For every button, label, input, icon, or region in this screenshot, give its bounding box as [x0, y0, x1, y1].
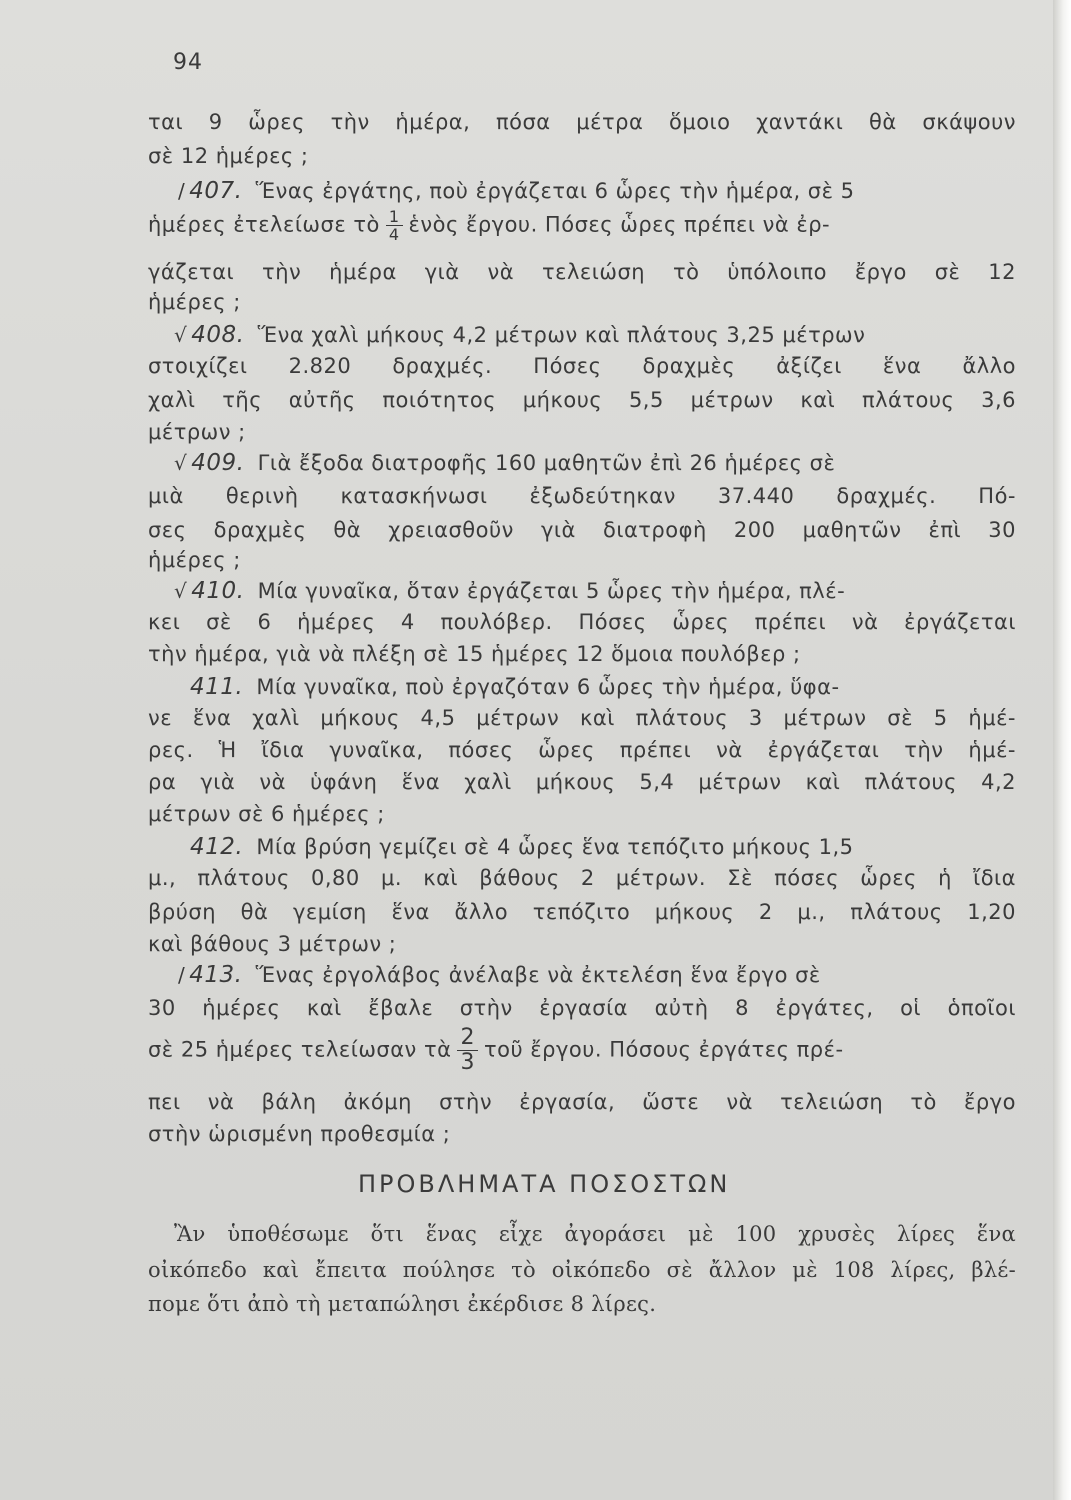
problem-411-line-1: [190, 674, 1016, 700]
problem-412-line-1: [190, 834, 1016, 860]
fraction-two-thirds: [457, 1026, 478, 1075]
problem-409-line-2: μιὰ θερινὴ κατασκήνωσι ἐξωδεύτηκαν 37.440 δραχμές. Πό-: [148, 484, 1016, 508]
problem-number: 413.: [189, 962, 243, 988]
problem-407-line-3: γάζεται τὴν ἡμέρα γιὰ νὰ τελειώση τὸ ὑπόλοιπο ἔργο σὲ 12: [148, 260, 1016, 284]
intro-line-3: πομε ὅτι ἀπὸ τὴ μεταπώλησι ἐκέρδισε 8 λίρες.: [148, 1292, 657, 1316]
fraction-denominator: 3: [460, 1050, 475, 1075]
problem-number: 412.: [190, 834, 244, 860]
problem-text: Ἕνα χαλὶ μήκους 4,2 μέτρων καὶ πλάτους 3,25 μέτρων: [257, 323, 866, 347]
problem-408-line-2: στοιχίζει 2.820 δραχμές. Πόσες δραχμὲς ἀξίζει ἕνα ἄλλο: [148, 354, 1016, 378]
problem-text: Μία γυναῖκα, ὅταν ἐργάζεται 5 ὧρες τὴν ἡμέρα, πλέ-: [257, 579, 846, 603]
problem-409-line-4: ἡμέρες ;: [148, 548, 241, 572]
problem-407-line-1: [178, 178, 1016, 204]
problem-407-line-2: [148, 208, 1016, 243]
page-edge: [1053, 0, 1071, 1500]
problem-text: Ἕνας ἐργολάβος ἀνέλαβε νὰ ἐκτελέση ἕνα ἔργο σὲ: [255, 963, 821, 987]
problem-408-line-4: μέτρων ;: [148, 420, 246, 444]
problem-408-line-3: χαλὶ τῆς αὐτῆς ποιότητος μήκους 5,5 μέτρων καὶ πλάτους 3,6: [148, 388, 1016, 412]
fraction-denominator: 4: [388, 225, 400, 244]
section-heading: ΠΡΟΒΛΗΜΑΤΑ ΠΟΣΟΣΤΩΝ: [358, 1170, 731, 1198]
problem-411-line-2: νε ἕνα χαλὶ μήκους 4,5 μέτρων καὶ πλάτους 3 μέτρων σὲ 5 ἡμέ-: [148, 706, 1016, 730]
fraction-numerator: 1: [386, 208, 403, 226]
check-mark: √: [174, 579, 188, 603]
problem-408-line-1: [174, 322, 1016, 348]
problem-text: Μία βρύση γεμίζει σὲ 4 ὧρες ἕνα τεπόζιτο μήκους 1,5: [256, 835, 854, 859]
problem-text: ἑνὸς ἔργου. Πόσες ὧρες πρέπει νὰ ἐρ-: [408, 212, 831, 237]
problem-text: τοῦ ἔργου. Πόσους ἐργάτες πρέ-: [483, 1037, 844, 1062]
page-number: 94: [173, 50, 203, 75]
problem-413-line-3: [148, 1026, 1016, 1075]
check-mark: /: [178, 179, 186, 203]
check-mark: √: [174, 323, 188, 347]
problem-412-line-3: βρύση θὰ γεμίση ἕνα ἄλλο τεπόζιτο μήκους 2 μ., πλάτους 1,20: [148, 900, 1016, 924]
problem-412-line-2: μ., πλάτους 0,80 μ. καὶ βάθους 2 μέτρων. Σὲ πόσες ὧρες ἡ ἴδια: [148, 866, 1016, 890]
problem-410-line-3: τὴν ἡμέρα, γιὰ νὰ πλέξη σὲ 15 ἡμέρες 12 ὅμοια πουλόβερ ;: [148, 642, 801, 666]
problem-number: 409.: [191, 450, 245, 476]
problem-413-line-4: πει νὰ βάλη ἀκόμη στὴν ἐργασία, ὥστε νὰ τελειώση τὸ ἔργο: [148, 1090, 1016, 1114]
problem-number: 411.: [190, 674, 244, 700]
check-mark: /: [178, 963, 186, 987]
problem-413-line-1: [178, 962, 1016, 988]
intro-line-2: οἰκόπεδο καὶ ἔπειτα πούλησε τὸ οἰκόπεδο σὲ ἄλλον μὲ 108 λίρες, βλέ-: [148, 1258, 1016, 1282]
problem-text: Ἕνας ἐργάτης, ποὺ ἐργάζεται 6 ὧρες τὴν ἡμέρα, σὲ 5: [255, 179, 855, 203]
text-line: ται 9 ὧρες τὴν ἡμέρα, πόσα μέτρα ὅμοιο χαντάκι θὰ σκάψουν: [148, 110, 1016, 134]
intro-line-1: Ἂν ὑποθέσωμε ὅτι ἕνας εἶχε ἀγοράσει μὲ 100 χρυσὲς λίρες ἕνα: [174, 1222, 1016, 1246]
problem-407-line-4: ἡμέρες ;: [148, 290, 241, 314]
problem-text: σὲ 25 ἡμέρες τελείωσαν τὰ: [148, 1037, 452, 1062]
problem-410-line-2: κει σὲ 6 ἡμέρες 4 πουλόβερ. Πόσες ὧρες πρέπει νὰ ἐργάζεται: [148, 610, 1016, 634]
problem-413-line-5: στὴν ὡρισμένη προθεσμία ;: [148, 1122, 451, 1146]
problem-number: 410.: [191, 578, 245, 604]
problem-text: ἡμέρες ἐτελείωσε τὸ: [148, 212, 380, 237]
fraction-numerator: 2: [457, 1026, 478, 1051]
problem-413-line-2: 30 ἡμέρες καὶ ἔβαλε στὴν ἐργασία αὐτὴ 8 ἐργάτες, οἱ ὁποῖοι: [148, 996, 1016, 1020]
problem-number: 407.: [189, 178, 243, 204]
problem-411-line-4: ρα γιὰ νὰ ὑφάνη ἕνα χαλὶ μήκους 5,4 μέτρων καὶ πλάτους 4,2: [148, 770, 1016, 794]
problem-412-line-4: καὶ βάθους 3 μέτρων ;: [148, 932, 397, 956]
problem-number: 408.: [191, 322, 245, 348]
problem-text: Μία γυναῖκα, ποὺ ἐργαζόταν 6 ὧρες τὴν ἡμέρα, ὕφα-: [256, 675, 840, 699]
problem-410-line-1: [174, 578, 1016, 604]
fraction-one-quarter: [386, 208, 403, 243]
check-mark: √: [174, 451, 188, 475]
problem-409-line-3: σες δραχμὲς θὰ χρειασθοῦν γιὰ διατροφὴ 200 μαθητῶν ἐπὶ 30: [148, 518, 1016, 542]
text-line: σὲ 12 ἡμέρες ;: [148, 144, 309, 168]
problem-text: Γιὰ ἔξοδα διατροφῆς 160 μαθητῶν ἐπὶ 26 ἡμέρες σὲ: [257, 451, 836, 475]
problem-409-line-1: [174, 450, 1016, 476]
problem-411-line-5: μέτρων σὲ 6 ἡμέρες ;: [148, 802, 385, 826]
problem-411-line-3: ρες. Ἡ ἴδια γυναῖκα, πόσες ὧρες πρέπει νὰ ἐργάζεται τὴν ἡμέ-: [148, 738, 1016, 762]
